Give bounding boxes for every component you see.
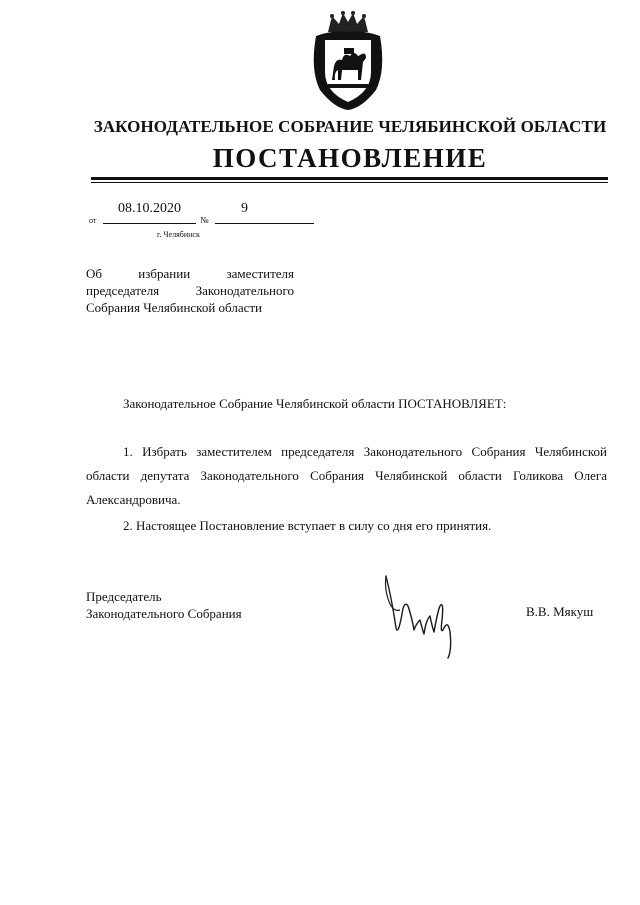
signatory-position	[86, 588, 242, 622]
handwritten-signature-icon	[378, 570, 468, 662]
number-prefix: №	[200, 215, 209, 225]
organization-title: ЗАКОНОДАТЕЛЬНОЕ СОБРАНИЕ ЧЕЛЯБИНСКОЙ ОБЛАСТИ	[93, 117, 607, 136]
document-date: 08.10.2020	[118, 201, 181, 216]
coat-of-arms-icon	[306, 10, 390, 112]
signer-name: В.В. Мякуш	[526, 604, 594, 619]
document-number: 9	[241, 201, 248, 216]
header-divider-thick	[91, 177, 608, 180]
decree-item-2: 2. Настоящее Постановление вступает в силу со дня его принятия.	[123, 518, 492, 533]
date-prefix: от	[89, 216, 97, 225]
signatory-position-line-2: Законодательного Собрания	[86, 606, 242, 621]
header-divider-thin	[91, 182, 608, 183]
decree-intro: Законодательное Собрание Челябинской области ПОСТАНОВЛЯЕТ:	[123, 396, 507, 411]
decree-item-1: 1. Избрать заместителем председателя Законодательного Собрания Челябинской области депутата Законодательного Собрания Челябинской области Голикова Олега Александровича.	[86, 444, 607, 507]
document-type-title: ПОСТАНОВЛЕНИЕ	[212, 143, 488, 173]
document-city: г. Челябинск	[157, 230, 200, 239]
number-underline	[215, 223, 314, 224]
signatory-position-line-1: Председатель	[86, 589, 162, 604]
document-subject: Об избрании заместителя председателя Законодательного Собрания Челябинской области	[86, 266, 294, 315]
date-underline	[103, 223, 196, 224]
